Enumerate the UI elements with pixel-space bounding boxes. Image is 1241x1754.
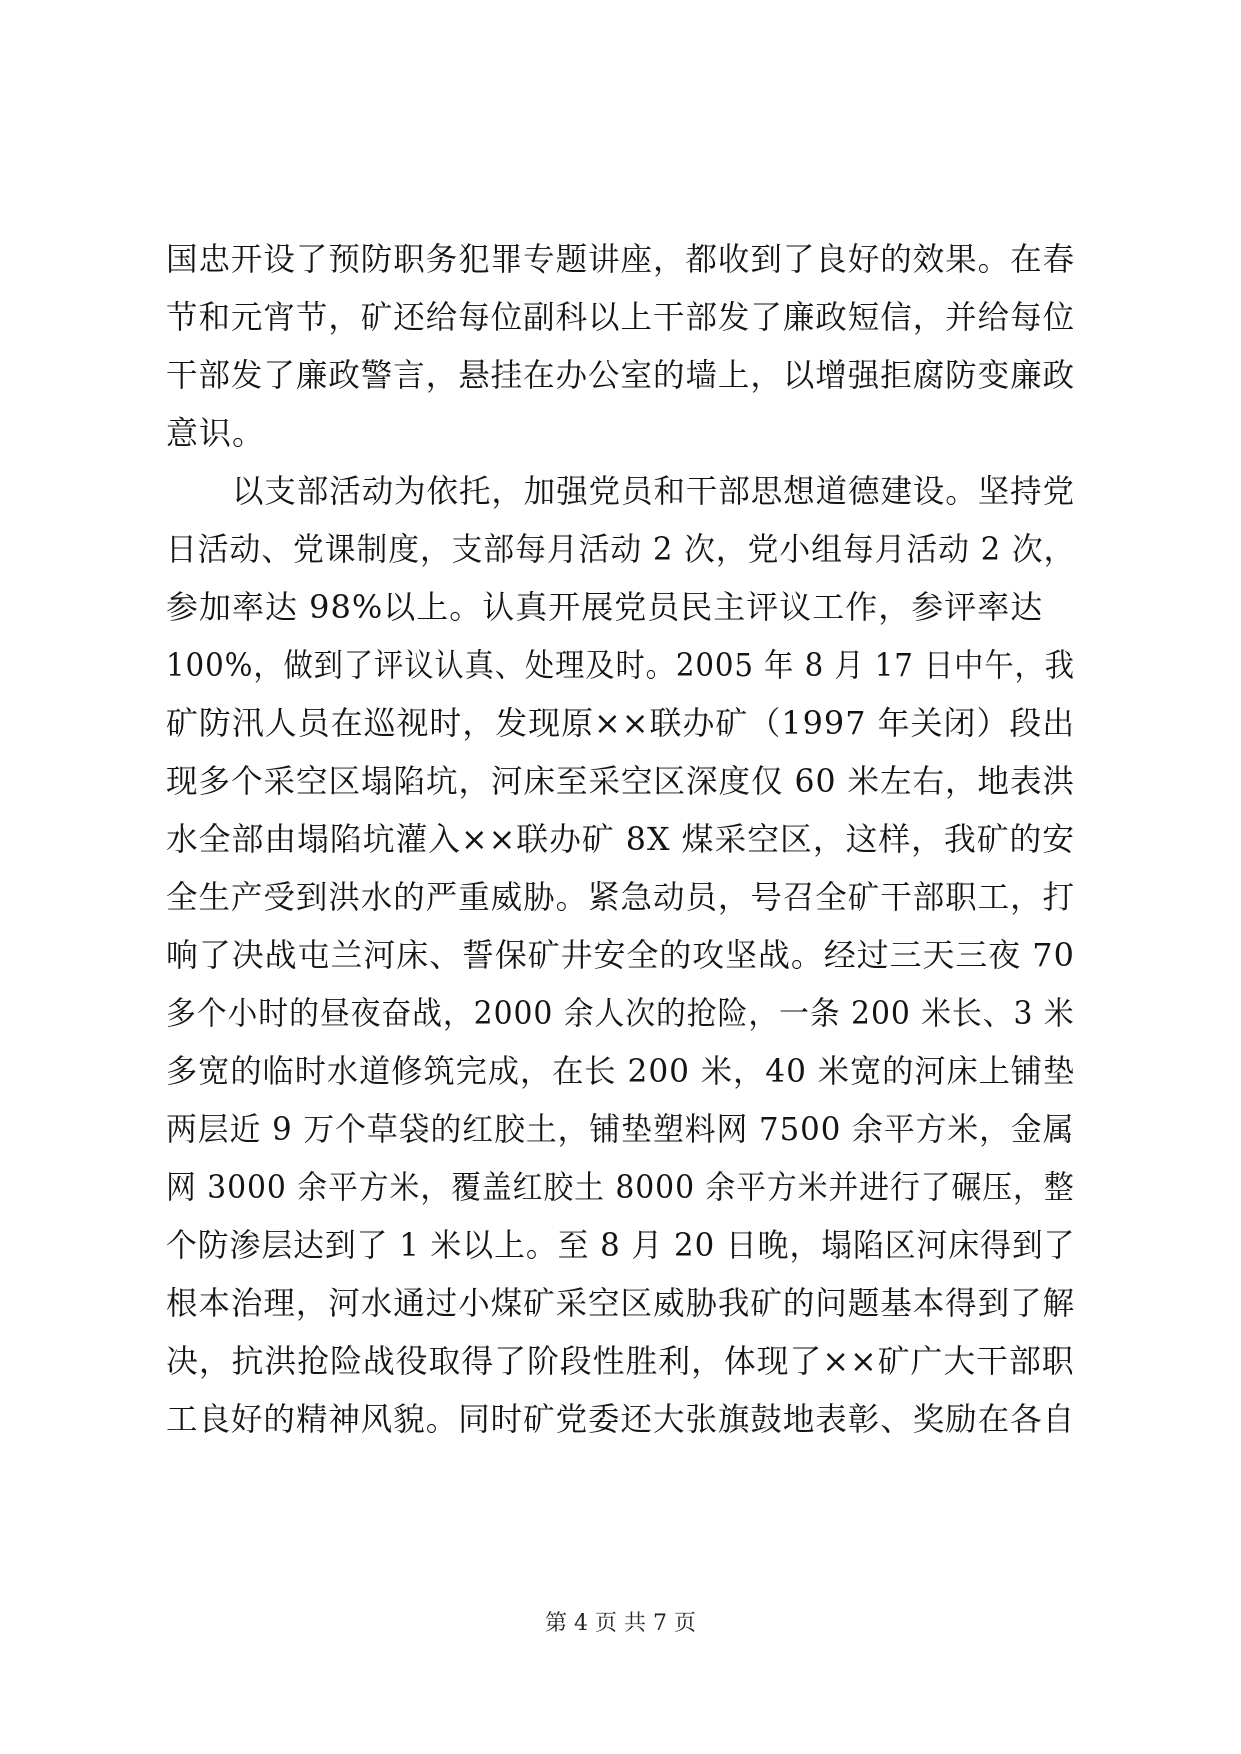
text-line-10: 现多个采空区塌陷坑，河床至采空区深度仅 60 米左右，地表洪 [166, 762, 1076, 800]
text-line-13: 响了决战屯兰河床、誓保矿井安全的攻坚战。经过三天三夜 70 [166, 936, 1075, 974]
text-line-7: 参加率达 98%以上。认真开展党员民主评议工作，参评率达 [166, 588, 1044, 626]
text-line-11: 水全部由塌陷坑灌入××联办矿 8X 煤采空区，这样，我矿的安 [166, 820, 1076, 858]
text-line-9: 矿防汛人员在巡视时，发现原××联办矿（1997 年关闭）段出 [166, 704, 1076, 742]
text-line-1: 国忠开设了预防职务犯罪专题讲座，都收到了良好的效果。在春 [166, 240, 1076, 278]
text-line-8: 100%，做到了评议认真、处理及时。2005 年 8 月 17 日中午，我 [166, 646, 1075, 684]
text-line-17: 网 3000 余平方米，覆盖红胶土 8000 余平方米并进行了碾压，整 [166, 1168, 1075, 1206]
paragraph-start-line: 以支部活动为依托，加强党员和干部思想道德建设。坚持党 [232, 472, 1076, 510]
page-number-footer: 第 4 页 共 7 页 [545, 1611, 696, 1636]
text-line-18: 个防渗层达到了 1 米以上。至 8 月 20 日晚，塌陷区河床得到了 [166, 1226, 1076, 1264]
text-line-12: 全生产受到洪水的严重威胁。紧急动员，号召全矿干部职工，打 [166, 878, 1076, 916]
text-line-6: 日活动、党课制度，支部每月活动 2 次，党小组每月活动 2 次， [166, 530, 1076, 568]
text-line-19: 根本治理，河水通过小煤矿采空区威胁我矿的问题基本得到了解 [166, 1284, 1076, 1322]
text-line-4: 意识。 [166, 414, 266, 452]
text-line-3: 干部发了廉政警言，悬挂在办公室的墙上，以增强拒腐防变廉政 [166, 356, 1076, 394]
text-line-20: 决，抗洪抢险战役取得了阶段性胜利，体现了××矿广大干部职 [166, 1342, 1075, 1380]
text-line-14: 多个小时的昼夜奋战，2000 余人次的抢险，一条 200 米长、3 米 [166, 994, 1075, 1032]
text-line-21: 工良好的精神风貌。同时矿党委还大张旗鼓地表彰、奖励在各自 [166, 1400, 1076, 1438]
text-line-16: 两层近 9 万个草袋的红胶土，铺垫塑料网 7500 余平方米，金属 [166, 1110, 1075, 1148]
text-line-15: 多宽的临时水道修筑完成，在长 200 米，40 米宽的河床上铺垫 [166, 1052, 1076, 1090]
text-line-2: 节和元宵节，矿还给每位副科以上干部发了廉政短信，并给每位 [166, 298, 1076, 336]
